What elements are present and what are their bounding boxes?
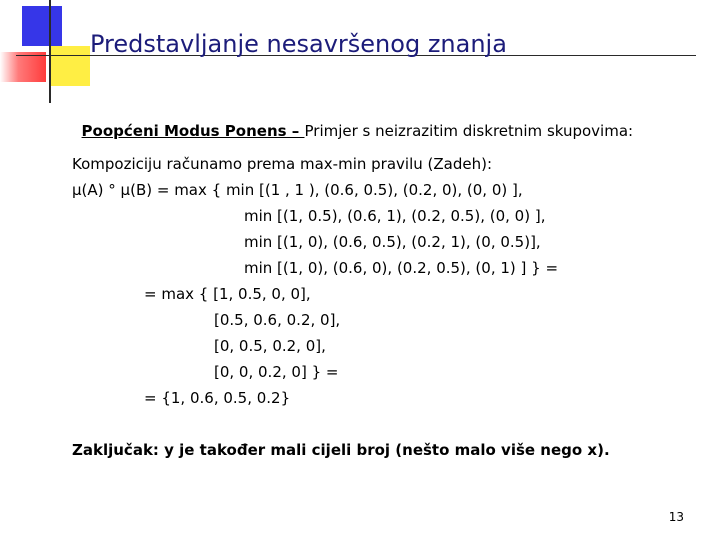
- body-line: [0.5, 0.6, 0.2, 0],: [214, 311, 341, 329]
- body-line: [0, 0, 0.2, 0] } =: [214, 363, 339, 381]
- slide-heading: [72, 104, 633, 140]
- body-line: = max { [1, 0.5, 0, 0],: [144, 285, 311, 303]
- conclusion-text: Zaključak: y je također mali cijeli broj (nešto malo više nego x).: [72, 441, 610, 459]
- decor-red-bar: [0, 52, 46, 82]
- decor-yellow-square: [50, 46, 90, 86]
- body-line: min [(1, 0), (0.6, 0), (0.2, 0.5), (0, 1) ] } =: [244, 259, 559, 277]
- body-line: = {1, 0.6, 0.5, 0.2}: [144, 389, 291, 407]
- body-line: μ(A) ° μ(B) = max { min [(1 , 1 ), (0.6, 0.5), (0.2, 0), (0, 0) ],: [72, 181, 523, 199]
- decor-vertical-line: [49, 0, 51, 103]
- page-number: 13: [668, 510, 684, 524]
- decor-blue-square: [22, 6, 62, 46]
- heading-rest: Primjer s neizrazitim diskretnim skupovima:: [304, 122, 634, 140]
- heading-strong: Poopćeni Modus Ponens –: [81, 122, 305, 140]
- body-line: [0, 0.5, 0.2, 0],: [214, 337, 326, 355]
- slide-title: Predstavljanje nesavršenog znanja: [90, 30, 507, 58]
- body-line: Kompoziciju računamo prema max-min pravilu (Zadeh):: [72, 155, 492, 173]
- body-line: min [(1, 0), (0.6, 0.5), (0.2, 1), (0, 0.5)],: [244, 233, 541, 251]
- body-line: min [(1, 0.5), (0.6, 1), (0.2, 0.5), (0, 0) ],: [244, 207, 546, 225]
